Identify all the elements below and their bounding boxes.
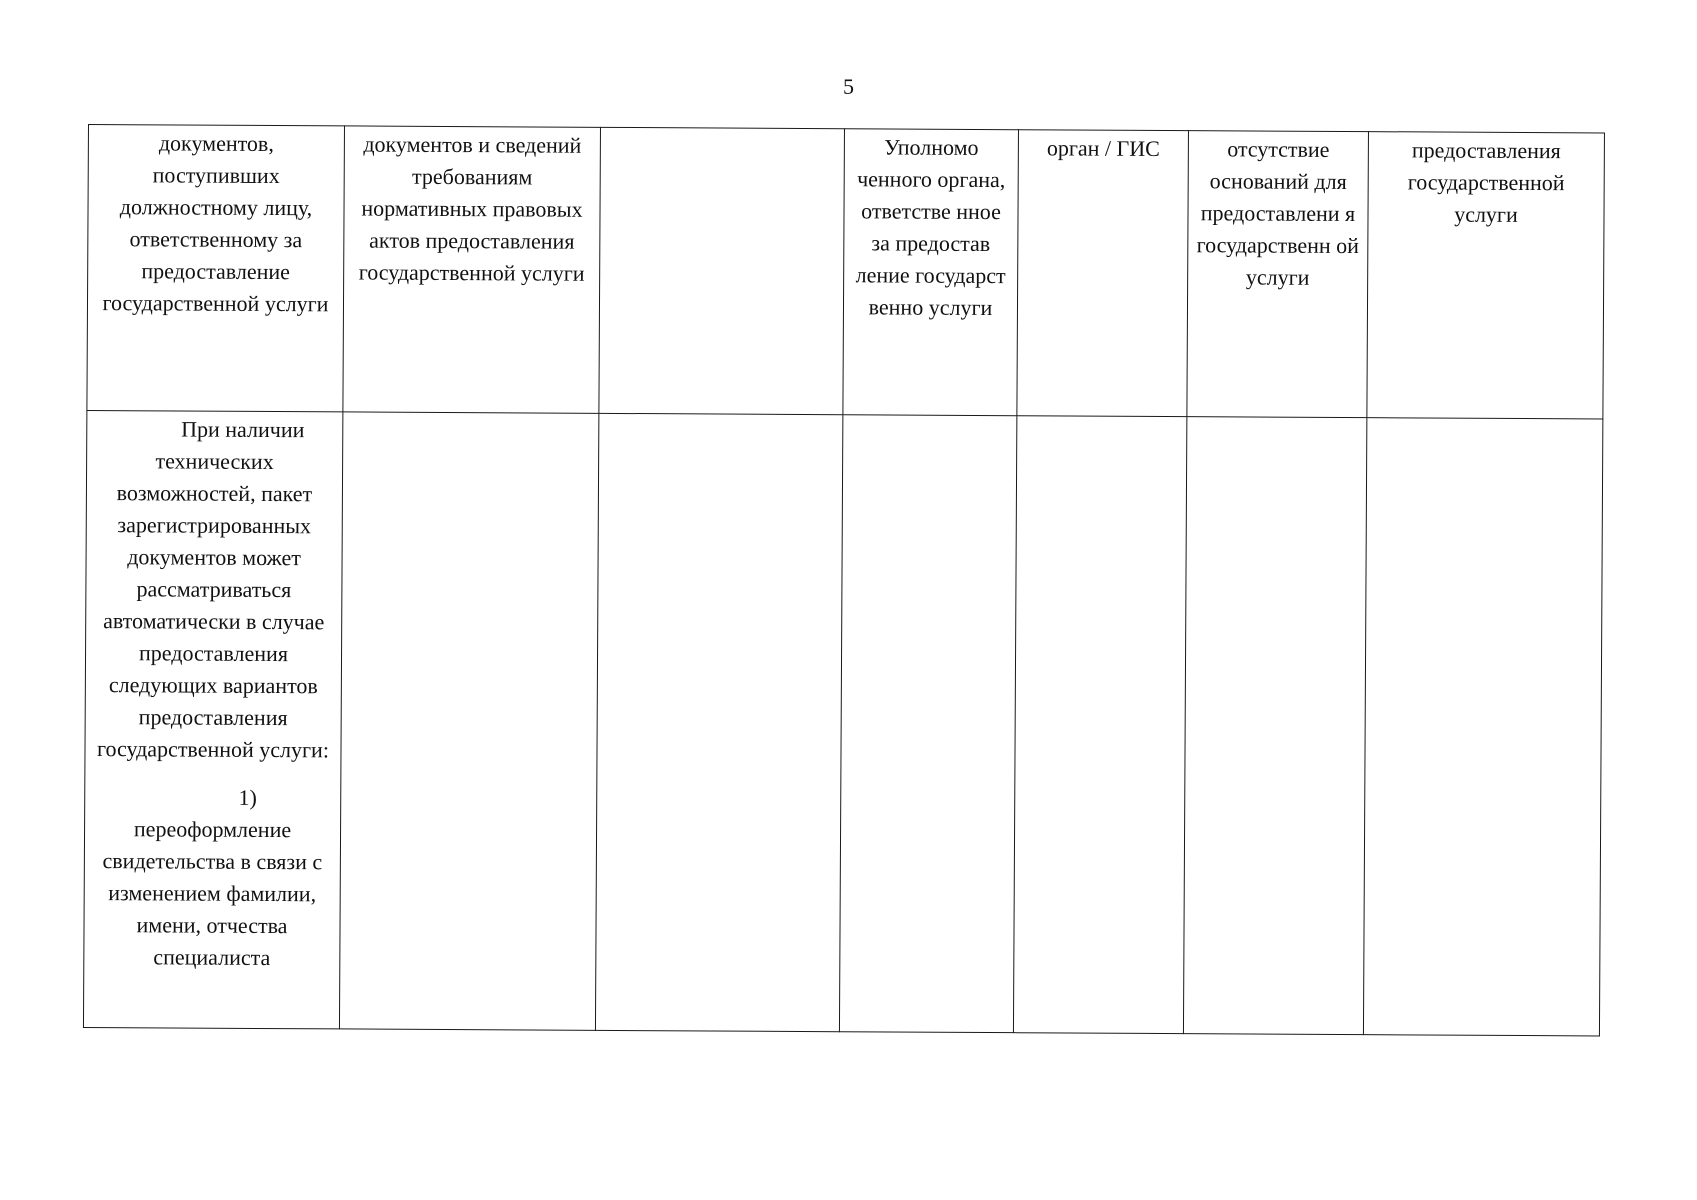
table-cell: документов и сведений требованиям нормативных правовых актов предоставления государственной услуги — [343, 126, 601, 413]
table-cell: отсутствие оснований для предоставлени я государственн ой услуги — [1187, 131, 1369, 418]
table-cell — [599, 127, 845, 414]
table-row — [83, 410, 1602, 1035]
table-cell: орган / ГИС — [1017, 130, 1189, 417]
table-cell: документов, поступивших должностному лицу, ответственному за предоставление государственной услуги — [87, 125, 345, 412]
table-cell — [83, 410, 342, 1028]
cell-paragraph: При наличии технических возможностей, пакет зарегистрированных документов может рассматриваться автоматически в случае предоставления следующих вариантов предоставления государственной услуги: — [96, 416, 330, 763]
table-cell — [339, 412, 598, 1030]
table-cell — [1013, 416, 1186, 1034]
table-cell: Уполномо ченного органа, ответстве нное за предостав ление государст венно услуги — [843, 129, 1019, 416]
document-table — [83, 124, 1605, 1036]
table-cell — [1183, 417, 1366, 1035]
page-number: 5 — [843, 74, 854, 99]
table-cell — [839, 415, 1016, 1033]
table-cell — [1363, 418, 1602, 1036]
table-cell: предоставления государственной услуги — [1367, 132, 1605, 419]
table-cell — [595, 413, 842, 1031]
cell-paragraph: 1) переоформление свидетельства в связи с изменением фамилии, имени, отчества специалиста — [102, 784, 323, 971]
table-row — [87, 125, 1605, 419]
